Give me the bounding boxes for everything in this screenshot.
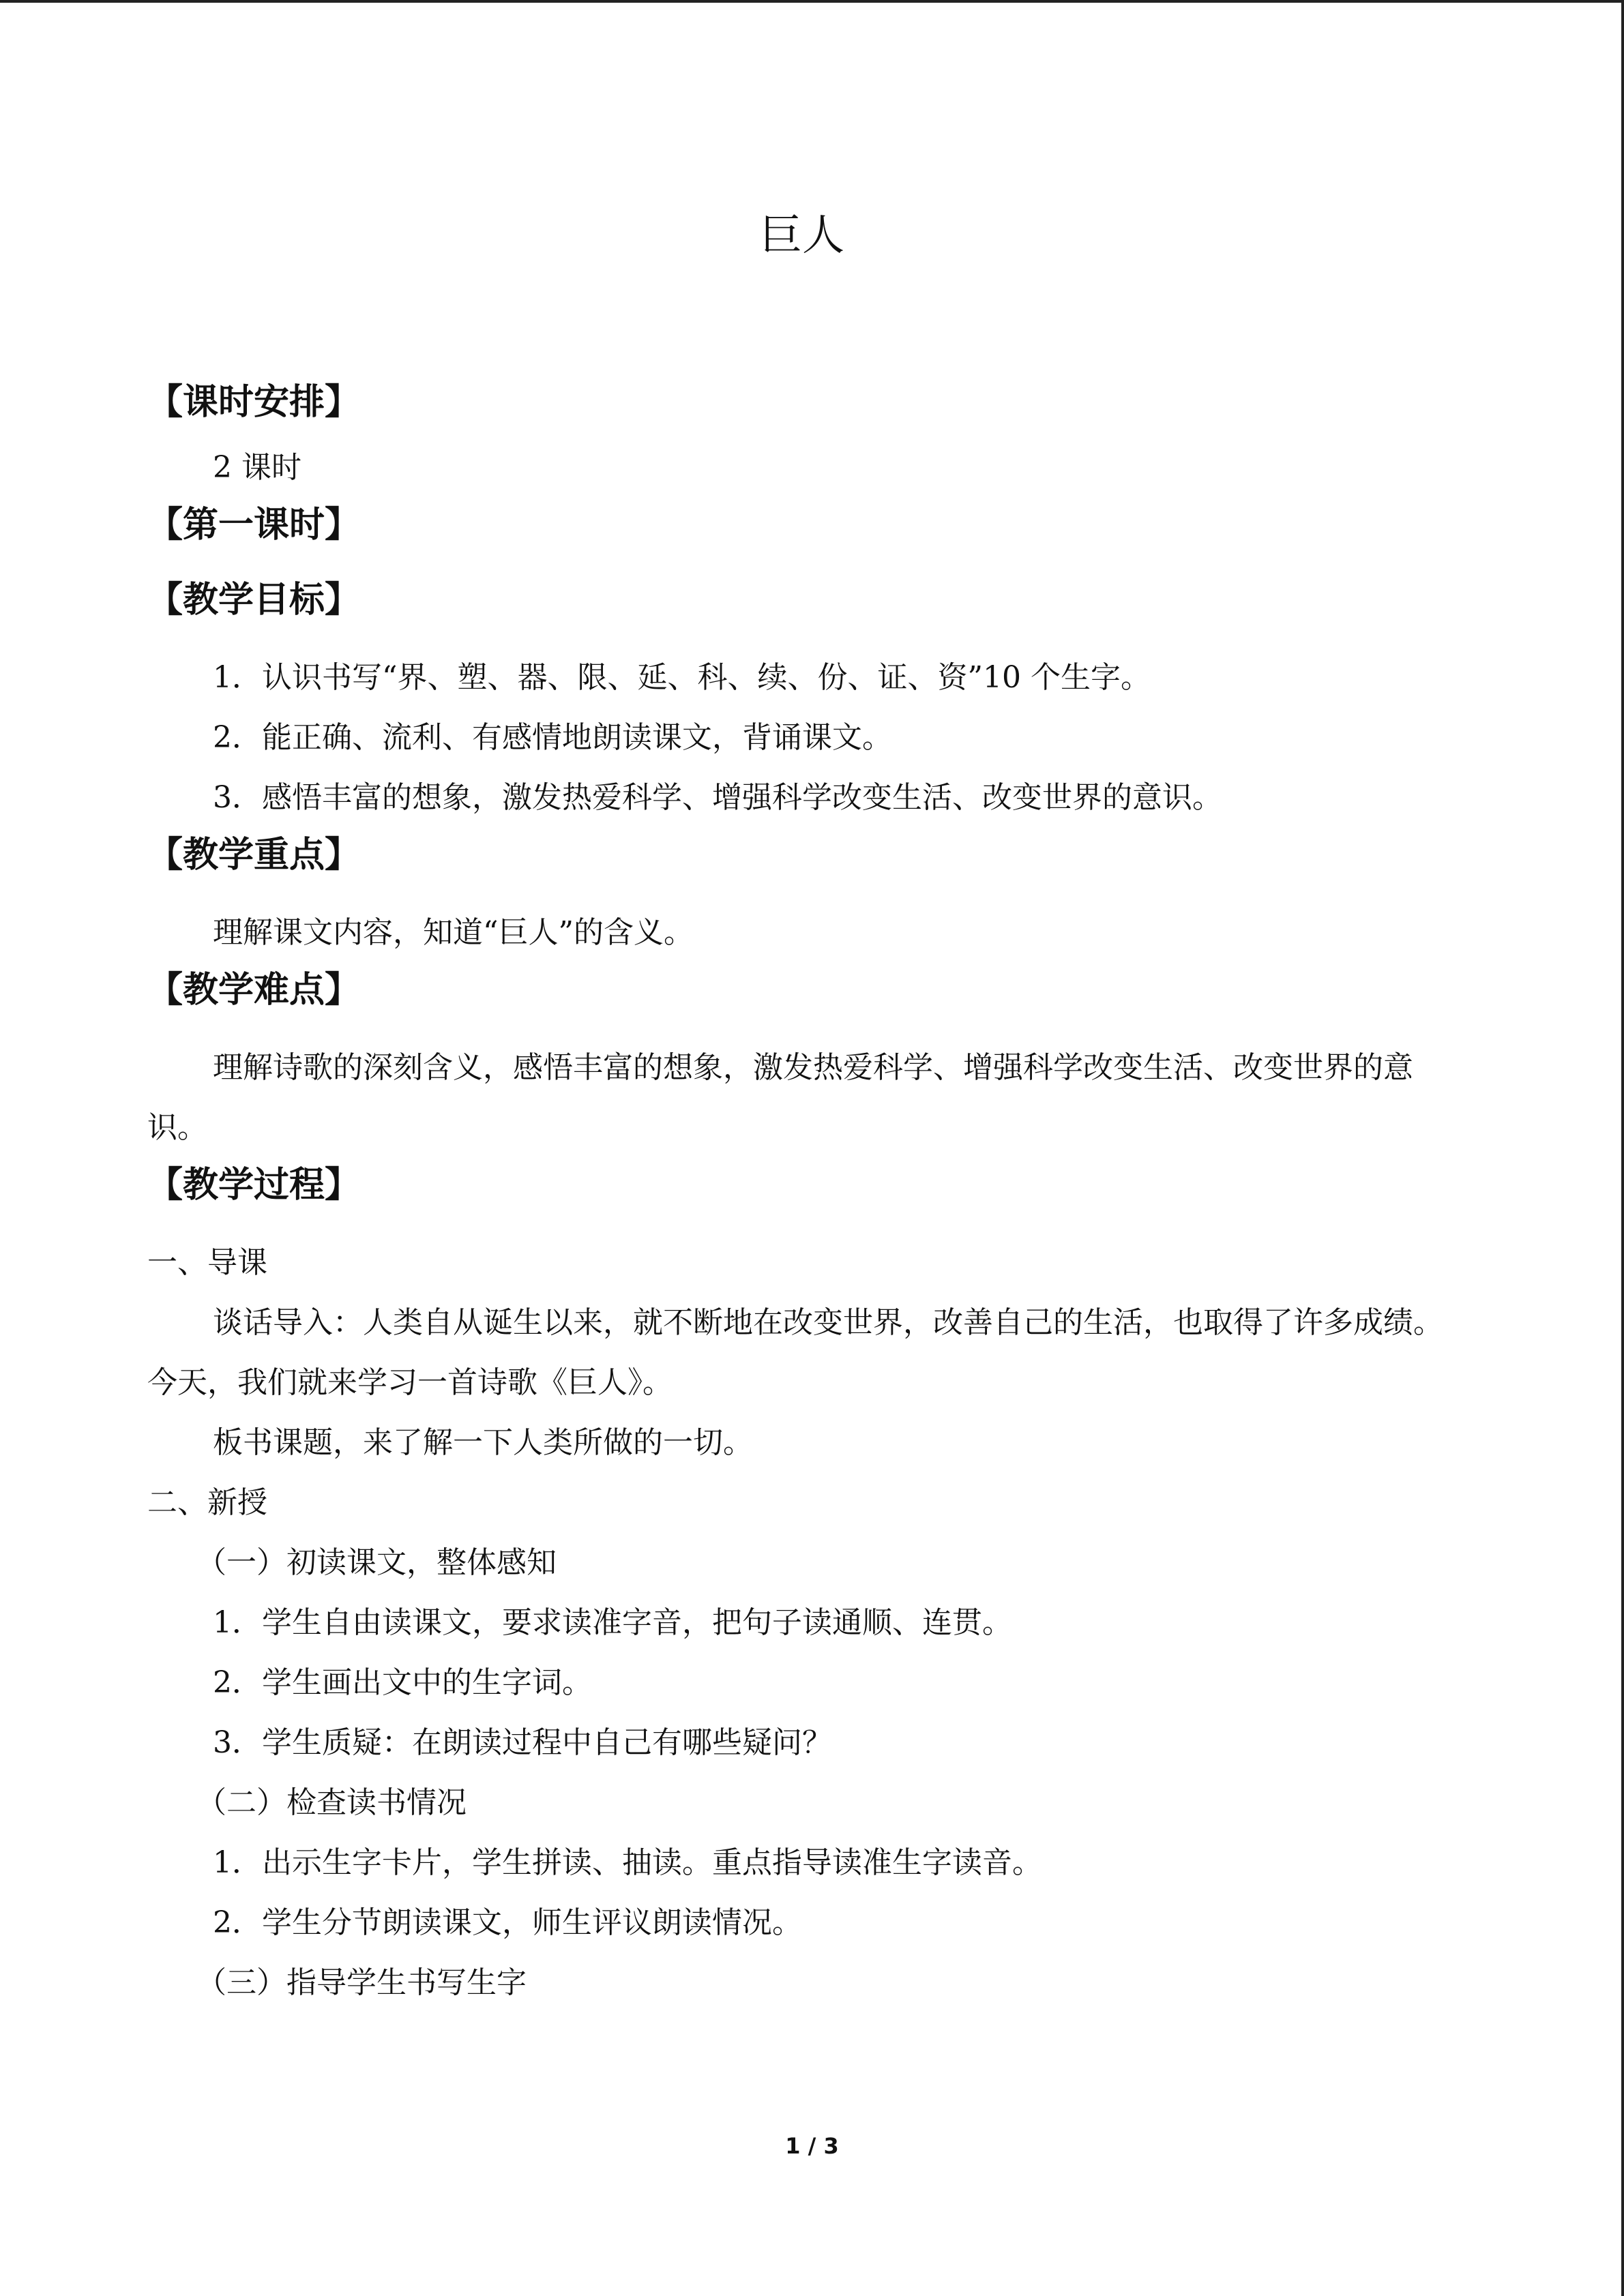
part1-paragraph: 板书课题，来了解一下人类所做的一切。: [213, 1425, 753, 1460]
key-points-heading: 【教学重点】: [147, 835, 361, 876]
document-body: [147, 205, 1457, 2013]
sub3-title: （三）指导学生书写生字: [196, 1965, 527, 2000]
goal-item: 3．感悟丰富的想象，激发热爱科学、增强科学改变生活、改变世界的意识。: [213, 780, 1222, 815]
sub1-title: （一）初读课文，整体感知: [196, 1545, 557, 1580]
goals-heading: 【教学目标】: [147, 580, 361, 621]
schedule-body: 2 课时: [213, 450, 301, 485]
sub2-title: （二）检查读书情况: [196, 1785, 467, 1820]
goal-item: 2．能正确、流利、有感情地朗读课文，背诵课文。: [213, 720, 892, 755]
part2-title: 二、新授: [147, 1485, 267, 1520]
difficulties-body: 理解诗歌的深刻含义，感悟丰富的想象，激发热爱科学、增强科学改变生活、改变世界的意识。: [147, 1050, 1413, 1145]
sub2-item: 2．学生分节朗读课文，师生评议朗读情况。: [213, 1905, 802, 1940]
process-heading: 【教学过程】: [147, 1165, 361, 1206]
part1-paragraph: 谈话导入：人类自从诞生以来，就不断地在改变世界，改善自己的生活，也取得了许多成绩。今天，我们就来学习一首诗歌《巨人》。: [147, 1305, 1443, 1400]
first-lesson-heading: 【第一课时】: [147, 505, 361, 546]
page-number: 1 / 3: [785, 2133, 839, 2159]
sub1-item: 2．学生画出文中的生字词。: [213, 1665, 592, 1700]
schedule-heading: 【课时安排】: [147, 382, 361, 423]
key-points-body: 理解课文内容，知道“巨人”的含义。: [213, 915, 694, 950]
document-title: 巨人: [759, 210, 844, 260]
part1-title: 一、导课: [147, 1245, 267, 1280]
sub2-item: 1．出示生字卡片，学生拼读、抽读。重点指导读准生字读音。: [213, 1845, 1042, 1880]
sub1-item: 1．学生自由读课文，要求读准字音，把句子读通顺、连贯。: [213, 1605, 1012, 1640]
sub1-item: 3．学生质疑：在朗读过程中自己有哪些疑问？: [213, 1725, 832, 1760]
goal-item: 1．认识书写“界、塑、器、限、延、科、续、份、证、资”10 个生字。: [213, 660, 1151, 695]
difficulties-heading: 【教学难点】: [147, 970, 361, 1011]
